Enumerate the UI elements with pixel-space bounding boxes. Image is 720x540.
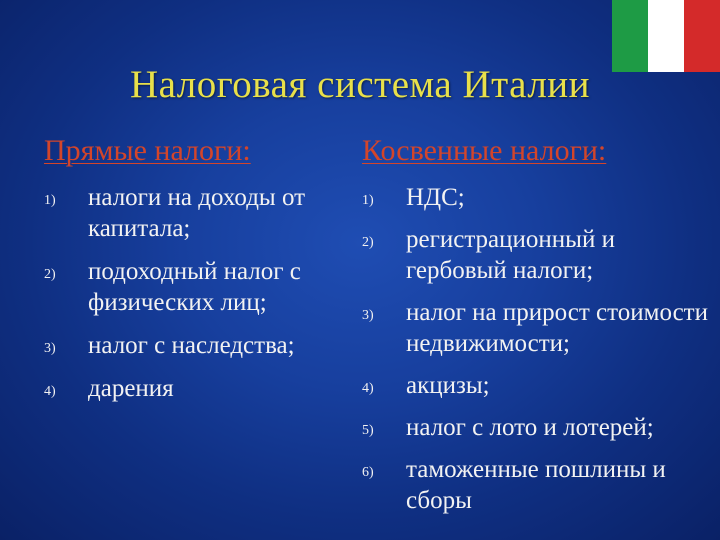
list-item [362,454,720,516]
list-item-text-line: физических лиц; [88,289,267,316]
list-item [44,373,344,404]
list-item-number: 2) [44,267,56,282]
list-item-text-line: подоходный налог с [88,258,301,285]
list-item-text-line: дарения [88,375,174,402]
list-item-text-line: таможенные пошлины и [406,456,666,483]
list-item-text-line: регистрационный и [406,226,615,253]
list-item-number: 2) [362,235,374,250]
list-item-text-line: налог с лото и лотерей; [406,414,654,441]
list-item-number: 4) [44,384,56,399]
list-item [44,182,344,244]
list-item [44,256,344,318]
direct-taxes-heading: Прямые налоги: [44,134,251,167]
list-item-text-line: сборы [406,487,472,514]
list-item-text-line: недвижимости; [406,330,570,357]
list-item [362,370,720,401]
list-item-text-line: НДС; [406,184,465,211]
direct-taxes-list [44,182,344,416]
list-item-text-line: акцизы; [406,372,490,399]
list-item-text-line: капитала; [88,215,191,242]
list-item [362,297,720,359]
list-item-text-line: налог на прирост стоимости [406,299,708,326]
list-item-text-line: гербовый налоги; [406,257,594,284]
indirect-taxes-list [362,182,720,527]
list-item-number: 1) [362,193,374,208]
list-item [362,224,720,286]
list-item-number: 4) [362,381,374,396]
list-item-number: 3) [362,308,374,323]
indirect-taxes-heading: Косвенные налоги: [362,134,607,167]
list-item-number: 6) [362,465,374,480]
list-item [44,330,344,361]
slide-title: Налоговая система Италии [129,63,591,106]
list-item-text-line: налоги на доходы от [88,184,306,211]
list-item-number: 1) [44,193,56,208]
list-item-text-line: налог с наследства; [88,332,295,359]
list-item-number: 5) [362,423,374,438]
list-item-number: 3) [44,341,56,356]
list-item [362,182,720,213]
list-item [362,412,720,443]
